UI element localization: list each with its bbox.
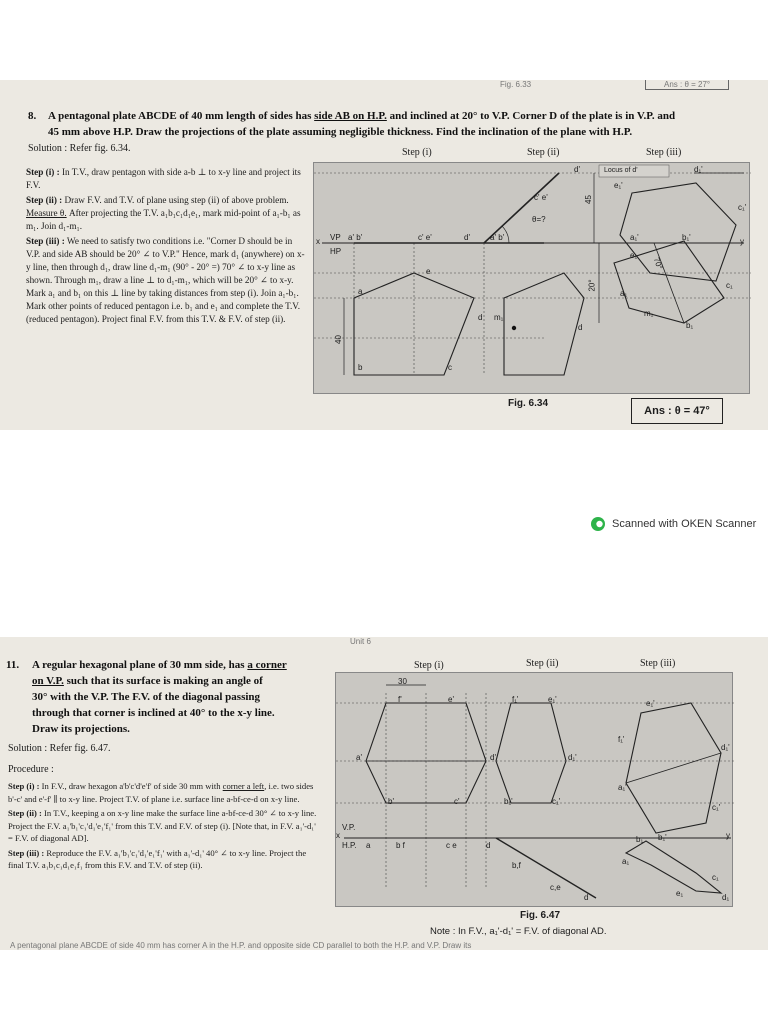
- question-b-line-2: on V.P. such that its surface is making an angle of: [32, 675, 263, 687]
- procedure-steps: [26, 166, 308, 326]
- figure-6-47-svg: [336, 673, 734, 908]
- fv-hexagon-step2: [496, 703, 566, 803]
- label-b1-step3: b₁': [658, 833, 667, 842]
- projector-lines: [314, 173, 751, 373]
- question-line-2: 45 mm above H.P. Draw the projections of the plate assuming negligible thickness. Find the inclination of the plane with H.P.: [48, 126, 633, 138]
- label-tv3-a1: a₁: [622, 857, 630, 866]
- label-a1-tv: a₁: [620, 289, 628, 298]
- figure-6-34-svg: [314, 163, 751, 395]
- top-page: [0, 80, 768, 430]
- figure-6-34-drawing: [313, 162, 750, 394]
- step-head-2: Step (ii): [527, 147, 560, 158]
- label-y-b: y: [726, 831, 730, 840]
- tv-hexagon-step3: [626, 841, 721, 893]
- label-dim-45: 45: [583, 195, 593, 204]
- step-head-b-1: Step (i): [414, 660, 444, 671]
- question-b-line-1: A regular hexagonal plane of 30 mm side, has a corner: [32, 659, 287, 671]
- question-line-1: A pentagonal plate ABCDE of 40 mm length of sides has side AB on H.P. and inclined at 20° to V.P. Corner D of the plate is in V.P. and: [48, 110, 676, 122]
- label-tv-a-b: a: [366, 841, 371, 850]
- label-ab-fv: a' b': [348, 233, 363, 242]
- label-c1-step3: c₁': [712, 803, 721, 812]
- label-tv-m1: m₁: [494, 313, 504, 322]
- line-d1-m1: [651, 243, 684, 323]
- label-tv-ce: c e: [446, 841, 457, 850]
- label-hp: HP: [330, 247, 342, 256]
- step-1-text: Step (i) : In T.V., draw pentagon with side a-b ⊥ to x-y line and project its F.V.: [26, 167, 301, 190]
- label-c: c': [454, 797, 460, 806]
- label-e1-step3: e₁': [646, 699, 655, 708]
- label-locus: Locus of d': [604, 167, 638, 174]
- label-vp-b: V.P.: [342, 823, 356, 832]
- label-tv3-b1: b₁: [636, 835, 644, 844]
- tv-surface-line: [496, 838, 596, 898]
- step-b-2-text: Step (ii) : In T.V., keeping a on x-y line make the surface line a-bf-ce-d 30° ∠ to x-y line. Project the F.V. a₁'b₁'c₁'d₁'e₁'f₁' from this T.V. and F.V. of step (i). [Note that, in F.V. a₁'-d₁' = F.V. of diagonal AD].: [8, 808, 317, 843]
- label-f1-step3: f₁': [618, 735, 625, 744]
- bottom-page: [0, 637, 768, 950]
- label-b1-fv: b₁': [682, 233, 691, 242]
- label-a1-fv: a₁': [630, 233, 639, 242]
- label-d-fv: d': [464, 233, 470, 242]
- label-tv-d-b: d: [486, 841, 491, 850]
- label-theta: θ=?: [532, 215, 546, 224]
- solution-ref-b: Solution : Refer fig. 6.47.: [8, 743, 111, 754]
- question-number-b: 11.: [6, 659, 20, 671]
- question-b-line-3: 30° with the V.P. The F.V. of the diagonal passing: [32, 691, 261, 703]
- label-x: x: [316, 237, 320, 246]
- label-y: y: [740, 237, 744, 246]
- label-tv-c: c: [448, 363, 452, 372]
- label-ce-fv: c' e': [418, 233, 432, 242]
- step-b-1-text: Step (i) : In F.V., draw hexagon a'b'c'd'e'f' of side 30 mm with corner a left, i.e. two sides b'-c' and e'-f' ∥ to x-y line. Project T.V. of plane i.e. surface line a-bf-ce-d on x-y line.: [8, 781, 314, 804]
- label-c1: c₁': [552, 797, 561, 806]
- label-e: e': [448, 695, 454, 704]
- label-b1: b₁': [504, 797, 513, 806]
- label-f: f': [398, 695, 402, 704]
- solution-ref: Solution : Refer fig. 6.34.: [28, 143, 131, 154]
- label-b1-tv: b₁: [686, 321, 694, 330]
- label-hp-b: H.P.: [342, 841, 357, 850]
- label-dim-30: 30: [398, 677, 407, 686]
- label-tv3-d1: d₁: [722, 893, 730, 902]
- label-c1-fv: c₁': [738, 203, 747, 212]
- label-dim-40: 40: [333, 335, 343, 344]
- step-2-text: Step (ii) : Draw F.V. and T.V. of plane using step (ii) of above problem. Measure θ. After projecting the T.V. a₁b₁c₁d₁e₁, mark mid-point of a₁-b₁ as m₁. Join d₁-m₁.: [26, 195, 301, 231]
- label-dim-20: 20°: [587, 279, 597, 292]
- oken-scanner-logo-icon: [590, 516, 606, 532]
- label-tv2-d: d: [584, 893, 589, 902]
- label-x-b: x: [336, 831, 340, 840]
- label-e1-tv: e₁: [630, 251, 638, 260]
- step-head-b-2: Step (ii): [526, 658, 559, 669]
- label-tv-b: b: [358, 363, 363, 372]
- label-d1-fv: d₁': [694, 165, 703, 174]
- header-unit: Unit 6: [350, 637, 371, 646]
- label-e1: e₁': [548, 695, 557, 704]
- label-tv-d: d: [478, 313, 483, 322]
- label-d1: d₁': [568, 753, 577, 762]
- label-ab-fv-2: a' b': [490, 233, 505, 242]
- procedure-heading: Procedure :: [8, 764, 54, 775]
- label-a1-step3: a₁': [618, 783, 627, 792]
- label-tv-bf: b f: [396, 841, 405, 850]
- question-b-line-5: Draw its projections.: [32, 723, 130, 735]
- label-tv-d1: d: [578, 323, 583, 332]
- step-head-b-3: Step (iii): [640, 658, 676, 669]
- figure-note: Note : In F.V., a₁'-d₁' = F.V. of diagonal AD.: [430, 926, 607, 937]
- fig-6-34-caption: Fig. 6.34: [508, 398, 549, 409]
- watermark-text: Scanned with OKEN Scanner: [612, 518, 757, 530]
- label-a: a': [356, 753, 362, 762]
- label-tv2-bf: b,f: [512, 861, 521, 870]
- label-tv2-ce: c,e: [550, 883, 561, 892]
- figure-6-47-drawing: [335, 672, 733, 907]
- label-d-fv-2: d': [574, 165, 580, 174]
- midpoint-m1-dot: [512, 326, 516, 330]
- label-c1-tv: c₁: [726, 281, 733, 290]
- footer-cut-text: A pentagonal plane ABCDE of side 40 mm has corner A in the H.P. and opposite side CD parallel to both the H.P. and V.P. Draw its: [10, 941, 472, 950]
- label-e1-fv: e₁': [614, 181, 623, 190]
- fv-reduced-pentagon: [620, 183, 736, 281]
- label-m1-tv: m₁: [644, 309, 654, 318]
- label-tv3-c1: c₁: [712, 873, 719, 882]
- label-vp: VP: [330, 233, 341, 242]
- label-tv-a: a: [358, 287, 363, 296]
- answer-box: Ans : θ = 47°: [631, 398, 723, 424]
- label-d: d': [490, 753, 496, 762]
- label-tv3-e1: e₁: [676, 889, 684, 898]
- tv-pentagon-step2: [504, 273, 584, 375]
- diagonal-a1d1: [626, 753, 721, 783]
- header-fig-ref: Fig. 6.33: [500, 80, 532, 89]
- question-b-line-4: through that corner is inclined at 40° to the x-y line.: [32, 707, 275, 719]
- label-ce-fv-2: c' e': [534, 193, 548, 202]
- fig-6-47-caption: Fig. 6.47: [520, 910, 561, 921]
- label-angle-70: 70°: [651, 256, 665, 271]
- step-3-text: Step (iii) : We need to satisfy two conditions i.e. "Corner D should be in V.P. and side AB should be 20° ∠ to V.P." Hence, mark d₁ (anywhere) on x-y line, then through d₁, draw line d₁-m₁ (90° - 20° =) 70° ∠ to x-y line as shown. Through m₁, draw a line ⊥ to d₁-m₁, which will be 20° ∠ to x-y. Mark a₁ and b₁ on this ⊥ line by taking distances from step (i). Join a₁-b₁. Mark other points of reduced pentagon i.e. b₁ and e₁ and complete the T.V. (reduced pentagon). Project final F.V. from this T.V. & F.V. of step (ii).: [26, 236, 305, 324]
- header-answer-box: Ans : θ = 27°: [645, 80, 729, 90]
- label-f1: f₁': [512, 695, 519, 704]
- label-tv-e: e: [426, 267, 431, 276]
- step-b-3-text: Step (iii) : Reproduce the F.V. a₁'b₁'c₁'d₁'e₁'f₁' with a₁'-d₁' 40° ∠ to x-y line. Project the final T.V. a₁b₁c₁d₁e₁f₁ from this F.V. and T.V. of step (ii).: [8, 847, 307, 870]
- scanner-watermark: [590, 516, 756, 532]
- question-number: 8.: [28, 110, 37, 122]
- label-d1-step3: d₁': [721, 743, 730, 752]
- label-b: b': [388, 797, 394, 806]
- procedure-steps-b: [8, 780, 318, 872]
- step-head-3: Step (iii): [646, 147, 682, 158]
- step-head-1: Step (i): [402, 147, 432, 158]
